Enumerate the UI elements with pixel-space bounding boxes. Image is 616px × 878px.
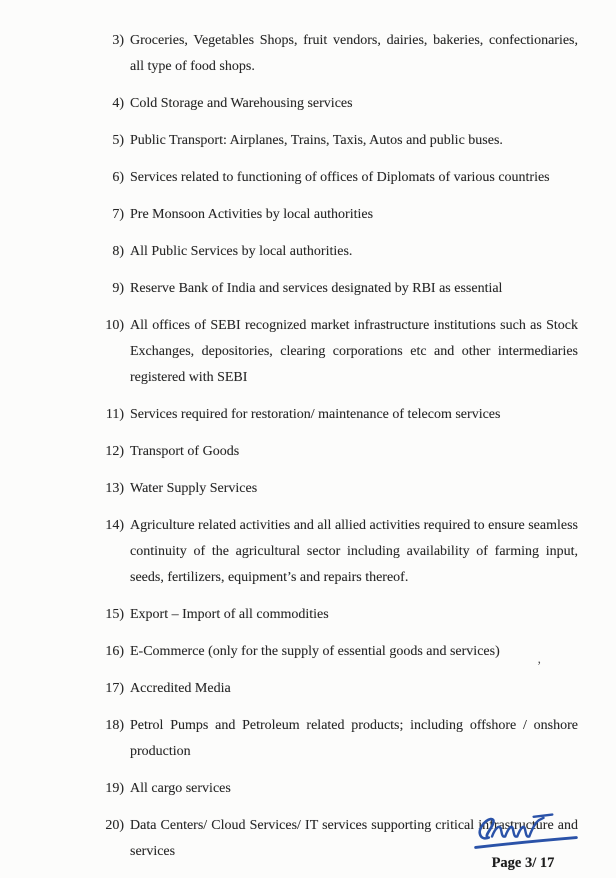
page-number-label: Page 3/ 17 (491, 855, 555, 871)
item-text: Petrol Pumps and Petroleum related products; including offshore / onshore production (130, 718, 578, 759)
list-item (100, 513, 578, 591)
item-number: 7) (112, 207, 124, 222)
item-text: Pre Monsoon Activities by local authorities (130, 207, 374, 222)
item-text: Services related to functioning of offices of Diplomats of various countries (130, 170, 550, 185)
item-number: 20) (105, 818, 124, 833)
page-footer (464, 808, 582, 872)
list-item (100, 276, 578, 302)
item-number: 8) (112, 244, 124, 259)
list-item (100, 713, 578, 765)
stray-scan-mark: ’ (537, 658, 542, 673)
item-text: Data Centers/ Cloud Services/ IT services supporting critical infrastructure and services (130, 818, 578, 859)
item-number: 10) (105, 318, 124, 333)
item-number: 11) (105, 407, 124, 422)
item-text: Public Transport: Airplanes, Trains, Taxis, Autos and public buses. (130, 133, 503, 148)
item-text: All offices of SEBI recognized market infrastructure institutions such as Stock Exchanges, depositories, clearing corporations etc and other intermediaries registered with SEBI (130, 318, 578, 385)
list-item (100, 776, 578, 802)
list-item (100, 676, 578, 702)
list-item (100, 639, 578, 665)
item-number: 18) (105, 718, 124, 733)
list-item (100, 402, 578, 428)
list-item (100, 28, 578, 80)
item-text: Export – Import of all commodities (130, 607, 329, 622)
list-item (100, 91, 578, 117)
item-number: 5) (112, 133, 124, 148)
item-text: Transport of Goods (130, 444, 240, 459)
signature (470, 808, 582, 854)
item-number: 17) (105, 681, 124, 696)
numbered-list (100, 28, 578, 876)
item-text: Water Supply Services (130, 481, 258, 496)
item-text: All cargo services (130, 781, 231, 796)
list-item (100, 602, 578, 628)
item-number: 16) (105, 644, 124, 659)
item-number: 19) (105, 781, 124, 796)
list-item (100, 476, 578, 502)
item-number: 13) (105, 481, 124, 496)
item-text: All Public Services by local authorities. (130, 244, 353, 259)
item-text: Reserve Bank of India and services designated by RBI as essential (130, 281, 503, 296)
item-number: 9) (112, 281, 124, 296)
list-item (100, 128, 578, 154)
list-item (100, 165, 578, 191)
list-item (100, 239, 578, 265)
list-item (100, 313, 578, 391)
item-number: 3) (112, 33, 124, 48)
list-item (100, 202, 578, 228)
item-text: Groceries, Vegetables Shops, fruit vendors, dairies, bakeries, confectionaries, all type of food shops. (130, 33, 578, 74)
item-number: 12) (105, 444, 124, 459)
list-item (100, 439, 578, 465)
item-text: Accredited Media (130, 681, 231, 696)
item-number: 14) (105, 518, 124, 533)
item-number: 6) (112, 170, 124, 185)
item-text: Services required for restoration/ maintenance of telecom services (130, 407, 501, 422)
item-text: Cold Storage and Warehousing services (130, 96, 353, 111)
item-number: 15) (105, 607, 124, 622)
item-text: Agriculture related activities and all allied activities required to ensure seamless continuity of the agricultural sector including availability of farming input, seeds, fertilizers, equipment’s and repairs thereof. (130, 518, 578, 585)
item-text: E-Commerce (only for the supply of essential goods and services) (130, 644, 500, 659)
item-number: 4) (112, 96, 124, 111)
